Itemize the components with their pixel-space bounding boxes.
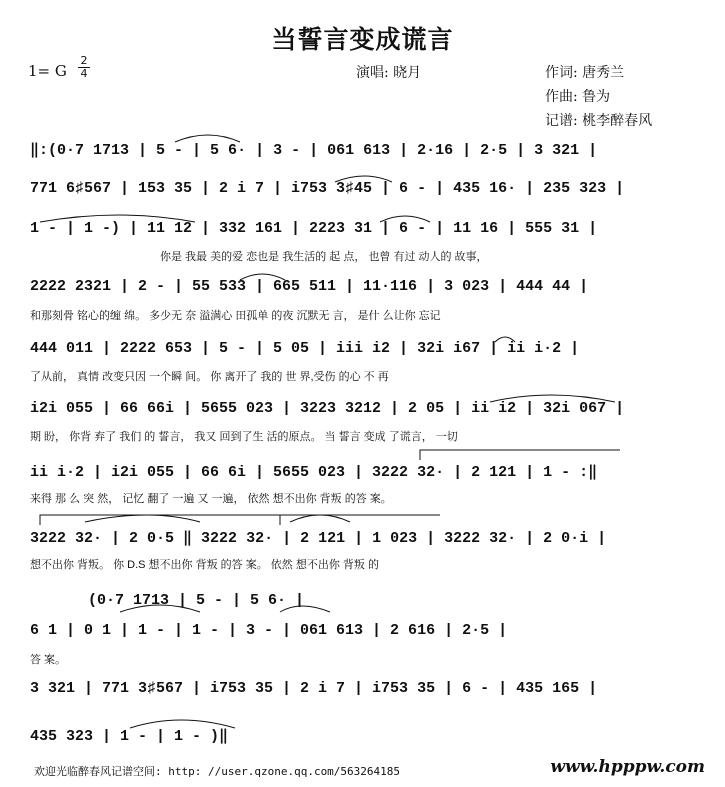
score-line-9: 6 1 | 0 1 | 1 - | 1 - | 3 - | 061 613 | 2 616 | 2·5 | [30,622,508,639]
score-line-9-intro: (0·7 1713 | 5 - | 5 6· | [88,592,305,609]
score-line-10: 3 321 | 771 3♯567 | i753 35 | 2 i 7 | i753 35 | 6 - | 435 165 | [30,680,598,697]
time-signature-bottom: 4 [80,67,88,80]
score-line-7: ii i·2 | i2i 055 | 66 6i | 5655 023 | 3222 32· | 2 121 | 1 - :‖ [30,464,598,481]
composer-credit: 作曲: 鲁为 [545,89,611,105]
score-line-5: 444 011 | 2222 653 | 5 - | 5 05 | iii i2 | 32i i67 | ii i·2 | [30,340,580,357]
time-signature-top: 2 [80,54,88,67]
lyric-line-8: 想不出你 背叛。 你 D.S 想不出你 背叛 的答 案。 依然 想不出你 背叛 的 [30,559,379,571]
score-line-1: ‖:(0·7 1713 | 5 - | 5 6· | 3 - | 061 613 | 2·16 | 2·5 | 3 321 | [30,142,598,159]
footer-site-credit: 欢迎光临醉春风记谱空间: http: //user.qzone.qq.com/563264185 [34,765,401,778]
score-line-8: 3222 32· | 2 0·5 ‖ 3222 32· | 2 121 | 1 023 | 3222 32· | 2 0·i | [30,530,607,547]
singer-credit: 演唱: 晓月 [356,65,422,81]
score-line-2: 771 6♯567 | 153 35 | 2 i 7 | i753 3♯45 | 6 - | 435 16· | 235 323 | [30,180,625,197]
lyricist-credit: 作词: 唐秀兰 [545,65,625,81]
key-signature: 1= G [28,62,67,80]
footer-watermark-url[interactable]: www.hpppw.com [550,757,705,777]
song-title: 当誓言变成谎言 [271,25,454,54]
lyric-line-3: 你是 我最 美的爱 恋也是 我生活的 起 点， 也曾 有过 动人的 故事， [160,251,488,263]
lyric-line-6: 期 盼， 你背 弃了 我们 的 誓言， 我又 回到了生 活的原点。 当 誓言 变成 了谎言， 一切 [30,431,458,443]
lyric-line-4: 和那刻骨 铭心的缠 绵。 多少无 奈 溢满心 田孤单 的夜 沉默无 言， 是什 么让你 忘记 [30,310,441,322]
transcriber-credit: 记谱: 桃李醉春风 [545,113,653,129]
lyric-line-7: 来得 那 么 突 然， 记忆 翻了 一遍 又 一遍， 依然 想不出你 背叛 的答 案。 [30,493,392,505]
score-line-11: 435 323 | 1 - | 1 - )‖ [30,728,229,745]
score-line-4: 2222 2321 | 2 - | 55 533 | 665 511 | 11·116 | 3 023 | 444 44 | [30,278,589,295]
lyric-line-9: 答 案。 [30,654,67,666]
score-line-6: i2i 055 | 66 66i | 5655 023 | 3223 3212 | 2 05 | ii i2 | 32i 067 | [30,400,625,417]
lyric-line-5: 了从前， 真情 改变只因 一个瞬 间。 你 离开了 我的 世 界,受伤 的心 不 再 [30,371,389,383]
score-line-3: 1 - | 1 -) | 11 12 | 332 161 | 2223 31 | 6 - | 11 16 | 555 31 | [30,220,598,237]
